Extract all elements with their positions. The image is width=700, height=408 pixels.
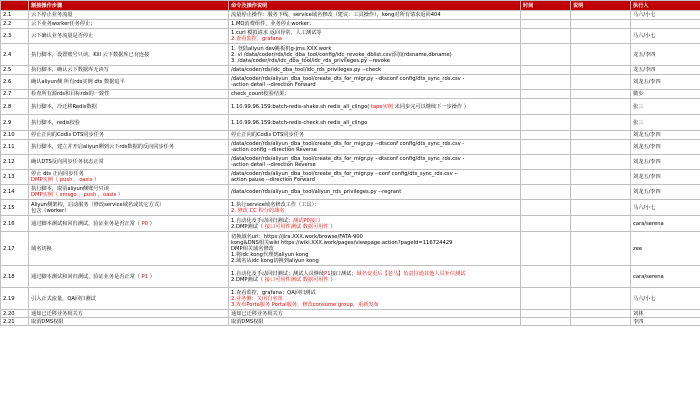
executor-cell: 龙五/李四 [631, 44, 700, 66]
step-number: 2.4 [1, 44, 29, 66]
cell-line [231, 319, 518, 325]
time-cell [521, 11, 571, 20]
text-segment: 1. 登陆aliyun dev跳板机g-jms.XXX.work [231, 45, 332, 52]
step-number: 2.10 [1, 131, 29, 140]
command-description [229, 90, 521, 99]
step-number: 2.17 [1, 232, 29, 266]
executor-cell: cara/serena [631, 266, 700, 288]
cell-line [231, 58, 518, 64]
text-segment: 引入正式流量，QA回归测试 [31, 295, 96, 302]
time-cell [521, 318, 571, 326]
note-cell [571, 44, 631, 66]
table-body [1, 11, 700, 326]
step-description [29, 318, 229, 326]
table-row [1, 155, 700, 170]
text-segment: /data/coder/rds/aliyun_dba_tool/create_dts_for_migr.py --dtsconf config/dts_sync_rds.csv - [231, 76, 465, 82]
time-cell [521, 185, 571, 200]
header-time: 时间 [521, 1, 571, 11]
command-description [229, 216, 521, 232]
command-description [229, 185, 521, 200]
text-segment: 执行脚本，建立并开启aliyun侧到云下rds数据的反向同步任务 [31, 144, 175, 150]
highlight-text: 3.发布Porta服务 Portal服务，修改consume group，重新发布 [231, 301, 379, 308]
text-segment: 取消DMS权限 [31, 318, 64, 325]
executor-cell: 刘龙五/李四 [631, 155, 700, 170]
command-description [229, 75, 521, 90]
text-segment: 通知已迁移业务相关方 [31, 310, 83, 317]
command-description [229, 232, 521, 266]
cell-line [231, 224, 518, 230]
executor-cell: 张三 [631, 99, 700, 115]
text-segment: 执行脚本，设置账号只读，Kill 云下数据库已有连接 [31, 51, 150, 58]
cell-line [31, 52, 226, 58]
text-segment: -action detail --direction Forward [231, 82, 316, 88]
cell-line [231, 132, 518, 138]
header-note: 说明 [571, 1, 631, 11]
cell-line [231, 302, 518, 308]
text-segment: kong&DNS相关wiki https://wiki.XXX.work/pages/viewpage.action?pageId=116724429 [231, 239, 453, 246]
command-description [229, 266, 521, 288]
time-cell [521, 44, 571, 66]
step-description [29, 75, 229, 90]
text-segment: 1.curl 模拟请求 返回异常、人工测试等 [231, 30, 322, 36]
step-number: 2.12 [1, 155, 29, 170]
text-segment: 1.10.99.96.159:batch-redis-check.sh redis_all_clingo [231, 119, 368, 126]
cell-line [231, 91, 518, 97]
time-cell [521, 216, 571, 232]
executor-cell: 马六/小七 [631, 288, 700, 310]
text-segment: 流量停止操作：服务下线，service域名修改（建议：工具操作），kong对所有请求返回404 [231, 12, 441, 18]
highlight-text: 2.查看监控，grafana [231, 36, 282, 42]
text-segment: 3. /data/coder/rds/idc_dba_tool/idc_rds_privileges.py --revoke [231, 57, 390, 64]
header-step: 割接操作步骤 [29, 1, 229, 11]
step-description [29, 90, 229, 99]
text-segment: 1.查看监控，grafana；QA回归测试 [231, 289, 316, 296]
text-segment: 2.DMP测试（ [231, 276, 265, 283]
executor-cell: 马六/小七 [631, 29, 700, 44]
text-segment: 接口测试； [330, 270, 357, 277]
text-segment: 执行脚本，取消aliyun侧账号只读 [31, 186, 109, 192]
text-segment: 通知已迁移业务相关方 [231, 310, 283, 317]
command-description [229, 310, 521, 318]
note-cell [571, 29, 631, 44]
cell-line [31, 319, 226, 325]
time-cell [521, 90, 571, 99]
time-cell [521, 288, 571, 310]
executor-cell: 刘龙五/李四 [631, 185, 700, 200]
text-segment: 切换域名url：https://jira.XXX.work/browse/FATA-900 [231, 233, 363, 240]
step-description [29, 232, 229, 266]
text-segment: -action config --direction Reverse [231, 147, 317, 153]
step-description [29, 99, 229, 115]
text-segment: 检查所有源rds和目标rds的一致性 [31, 91, 110, 97]
cell-line [231, 258, 518, 264]
text-segment: 1.MQ消费组件，业务停止worker； [231, 21, 315, 27]
step-description [29, 288, 229, 310]
text-segment: 包含（worker） [31, 207, 70, 214]
executor-cell: 刘龙五/李四 [631, 75, 700, 90]
step-description [29, 11, 229, 20]
table-header-row [1, 1, 700, 11]
note-cell [571, 185, 631, 200]
text-segment: -action detail --direction Reverse [231, 162, 316, 168]
cell-line [231, 12, 518, 18]
text-segment: 1.10.99.96.159:batch-redis-shake.sh redis_all_clingo( [231, 103, 371, 110]
step-number: 2.9 [1, 115, 29, 131]
text-segment: 1.自动化及手动回归测试； [231, 217, 294, 224]
text-segment: ） [328, 276, 336, 283]
cell-line [31, 221, 226, 227]
table-row [1, 99, 700, 115]
note-cell [571, 155, 631, 170]
cell-line [231, 36, 518, 42]
text-segment: /data/coder/rds/aliyun_dba_tool/create_dts_for_migr.py --conf config/dts_sync_rds.csv -- [231, 171, 459, 177]
text-segment: 2.域名从idc kong切换到aliyun kong [231, 257, 319, 264]
text-segment: 未同步完可以继续下一步操作 ） [393, 103, 469, 110]
table-row [1, 288, 700, 310]
step-number: 2.20 [1, 310, 29, 318]
step-description [29, 185, 229, 200]
step-number: 2.14 [1, 185, 29, 200]
text-segment: 1.执行service域名修改工作（工具）： [231, 201, 320, 208]
table-row [1, 266, 700, 288]
table-row [1, 115, 700, 131]
table-row [1, 90, 700, 99]
text-segment: 执行脚本，确认云下数据库无读写 [31, 67, 109, 73]
text-segment: 通过脚本测试和回归测试，验证业务是否正常（ [31, 220, 142, 227]
note-cell [571, 200, 631, 216]
highlight-text: P1 [324, 270, 331, 277]
note-cell [571, 75, 631, 90]
text-segment: 云下业务worker任务停止； [31, 21, 96, 27]
cell-line [231, 162, 518, 168]
command-description [229, 115, 521, 131]
time-cell [521, 75, 571, 90]
text-segment: 通过脚本测试和回归测试，验证业务是否正常（ [31, 273, 142, 280]
header-command: 命令及操作说明 [229, 1, 521, 11]
table-row [1, 200, 700, 216]
text-segment: /data/coder/rds/aliyun_dba_tool/create_dts_for_migr.py --dtsconf config/dts_sync_rds.csv - [231, 156, 465, 162]
step-description [29, 131, 229, 140]
text-segment: 执行脚本，冷迁移Redis数据 [31, 103, 97, 110]
step-description [29, 66, 229, 75]
cell-line [31, 144, 226, 150]
executor-cell [631, 20, 700, 29]
text-segment: 取消DMS权限 [231, 318, 264, 325]
text-segment: 执行脚本，redis校验 [31, 119, 80, 126]
header-index [1, 1, 29, 11]
cell-line [31, 120, 226, 126]
highlight-text: 2.业务侧：关闭白名单 [231, 295, 283, 302]
highlight-text: P1 [141, 273, 149, 280]
step-number: 2.2 [1, 20, 29, 29]
cell-line [31, 177, 226, 183]
cell-line [231, 277, 518, 283]
note-cell [571, 90, 631, 99]
highlight-text: 接口可用性测试 数据可用性 [264, 276, 329, 283]
cell-line [231, 67, 518, 73]
step-number: 2.11 [1, 140, 29, 155]
text-segment: check_count校验结果； [231, 91, 290, 97]
table-row [1, 20, 700, 29]
highlight-text: 域名变更后【老马】负责拉通其他人员补位测试 [356, 270, 466, 277]
note-cell [571, 140, 631, 155]
cell-line [31, 67, 226, 73]
executor-cell: zee [631, 232, 700, 266]
time-cell [521, 266, 571, 288]
cell-line [31, 296, 226, 302]
header-executor: 执行人 [631, 1, 700, 11]
note-cell [571, 11, 631, 20]
text-segment: ） [328, 223, 336, 230]
cell-line [31, 21, 226, 27]
command-description [229, 170, 521, 185]
command-description [229, 155, 521, 170]
table-row [1, 232, 700, 266]
time-cell [521, 170, 571, 185]
cell-line [31, 12, 226, 18]
step-description [29, 216, 229, 232]
table-row [1, 170, 700, 185]
command-description [229, 99, 521, 115]
step-number: 2.5 [1, 66, 29, 75]
step-number: 2.15 [1, 200, 29, 216]
highlight-text: DMP实例（ smsgo ，push ，oasis ） [31, 192, 124, 198]
cell-line [31, 33, 226, 39]
step-number: 2.3 [1, 29, 29, 44]
executor-cell: 龙五/李四 [631, 66, 700, 75]
step-description [29, 20, 229, 29]
time-cell [521, 20, 571, 29]
text-segment: 2. vi /data/coder/rds/idc_dba_tool/config/idc_revoke_dblist.csv添加(rdsname,dbname) [231, 51, 452, 58]
cell-line [231, 147, 518, 153]
text-segment: 云下停止业务流量 [31, 12, 73, 18]
executor-cell: 刘龙五/李四 [631, 170, 700, 185]
note-cell [571, 288, 631, 310]
executor-cell: 马六/小七 [631, 11, 700, 20]
note-cell [571, 170, 631, 185]
step-description [29, 200, 229, 216]
table-row [1, 140, 700, 155]
text-segment: 1.将idc kong代理到aliyun kong [231, 251, 309, 258]
note-cell [571, 115, 631, 131]
command-description [229, 11, 521, 20]
text-segment: action pause --direction Forward [231, 177, 315, 183]
step-description [29, 115, 229, 131]
note-cell [571, 216, 631, 232]
cell-line [231, 208, 518, 214]
step-number: 2.6 [1, 75, 29, 90]
cell-line [31, 274, 226, 280]
text-segment: /data/coder/rds/aliyun_dba_tool/create_dts_for_migr.py --dtsconf config/dts_sync_rds.csv - [231, 141, 465, 147]
cell-line [231, 189, 518, 195]
executor-cell: cara/serena [631, 216, 700, 232]
text-segment: 云下确认业务流量是否停止 [31, 33, 94, 39]
command-description [229, 318, 521, 326]
highlight-text: 测试P0接口 [293, 217, 321, 224]
time-cell [521, 232, 571, 266]
note-cell [571, 232, 631, 266]
cell-line [231, 104, 518, 110]
text-segment: DMP相关域名修改 [231, 245, 274, 252]
cell-line [31, 311, 226, 317]
text-segment: 确认aliyun侧 所有rds实例 dts 数据追平 [31, 79, 125, 85]
time-cell [521, 155, 571, 170]
cell-line [31, 104, 226, 110]
text-segment: 2.DMP测试（ [231, 223, 265, 230]
step-description [29, 266, 229, 288]
note-cell [571, 131, 631, 140]
command-description [229, 200, 521, 216]
text-segment: 停止 dts 正向同步任务 [31, 171, 84, 177]
text-segment: /data/coder/rds/idc_dba_tool/idc_rds_privileges.py --check [231, 67, 382, 73]
cell-line [31, 208, 226, 214]
cell-line [231, 120, 518, 126]
executor-cell: 微步 [631, 90, 700, 99]
cell-line [231, 82, 518, 88]
note-cell [571, 66, 631, 75]
table-row [1, 44, 700, 66]
step-number: 2.1 [1, 11, 29, 20]
note-cell [571, 99, 631, 115]
text-segment: ） [148, 273, 155, 280]
note-cell [571, 266, 631, 288]
time-cell [521, 115, 571, 131]
note-cell [571, 318, 631, 326]
text-segment: Aliyun侧架构，启动服务（修改service域名或其它方式） [31, 201, 165, 208]
executor-cell: 刘龙五/李四 [631, 140, 700, 155]
table-row [1, 216, 700, 232]
table-row [1, 66, 700, 75]
time-cell [521, 29, 571, 44]
text-segment: 停止正向的Codis DTS同步任务 [231, 132, 305, 138]
command-description [229, 44, 521, 66]
command-description [229, 29, 521, 44]
highlight-text: P0 [141, 220, 149, 227]
command-description [229, 20, 521, 29]
text-segment: 域名切换 [31, 245, 52, 252]
step-description [29, 310, 229, 318]
time-cell [521, 140, 571, 155]
command-description [229, 140, 521, 155]
step-description [29, 140, 229, 155]
time-cell [521, 66, 571, 75]
table-row [1, 29, 700, 44]
text-segment: ） [148, 220, 155, 227]
cell-line [31, 91, 226, 97]
table-row [1, 318, 700, 326]
step-description [29, 170, 229, 185]
table-row [1, 11, 700, 20]
cell-line [31, 132, 226, 138]
step-number: 2.18 [1, 266, 29, 288]
cell-line [31, 79, 226, 85]
note-cell [571, 20, 631, 29]
cell-line [31, 192, 226, 198]
cell-line [31, 159, 226, 165]
text-segment: 停止正向的Codis DTS同步任务 [31, 132, 105, 138]
highlight-text: 2. 修改 CC 积分的域名 [231, 207, 285, 214]
cell-line [231, 311, 518, 317]
time-cell [521, 99, 571, 115]
executor-cell: 刘龙五/李四 [631, 131, 700, 140]
text-segment: 1.自动化及手动回归测试；测试人员继续 [231, 270, 325, 277]
executor-cell: 张三 [631, 115, 700, 131]
step-number: 2.16 [1, 216, 29, 232]
command-description [229, 131, 521, 140]
step-number: 2.13 [1, 170, 29, 185]
time-cell [521, 200, 571, 216]
step-number: 2.8 [1, 99, 29, 115]
cell-line [231, 21, 518, 27]
time-cell [521, 310, 571, 318]
table-row [1, 131, 700, 140]
note-cell [571, 310, 631, 318]
command-description [229, 288, 521, 310]
highlight-text: tape实例 [370, 103, 393, 110]
highlight-text: 接口可用性测试 数据可用性 [264, 223, 329, 230]
table-row [1, 75, 700, 90]
time-cell [521, 131, 571, 140]
step-number: 2.7 [1, 90, 29, 99]
command-description [229, 66, 521, 75]
step-number: 2.21 [1, 318, 29, 326]
step-description [29, 29, 229, 44]
text-segment: /data/coder/rds/aliyun_dba_tool/aliyun_rds_privileges.py --regrant [231, 189, 402, 195]
executor-cell: 李四 [631, 318, 700, 326]
highlight-text: DMP实例（ push ，oasis ） [31, 177, 100, 183]
step-description [29, 44, 229, 66]
executor-cell: 马六/小七 [631, 200, 700, 216]
step-number: 2.19 [1, 288, 29, 310]
step-description [29, 155, 229, 170]
text-segment: 确认DTS反向同步任务状态正常 [31, 159, 104, 165]
cell-line [231, 177, 518, 183]
cell-line [31, 246, 226, 252]
executor-cell: 刘林 [631, 310, 700, 318]
table-row [1, 310, 700, 318]
table-row [1, 185, 700, 200]
